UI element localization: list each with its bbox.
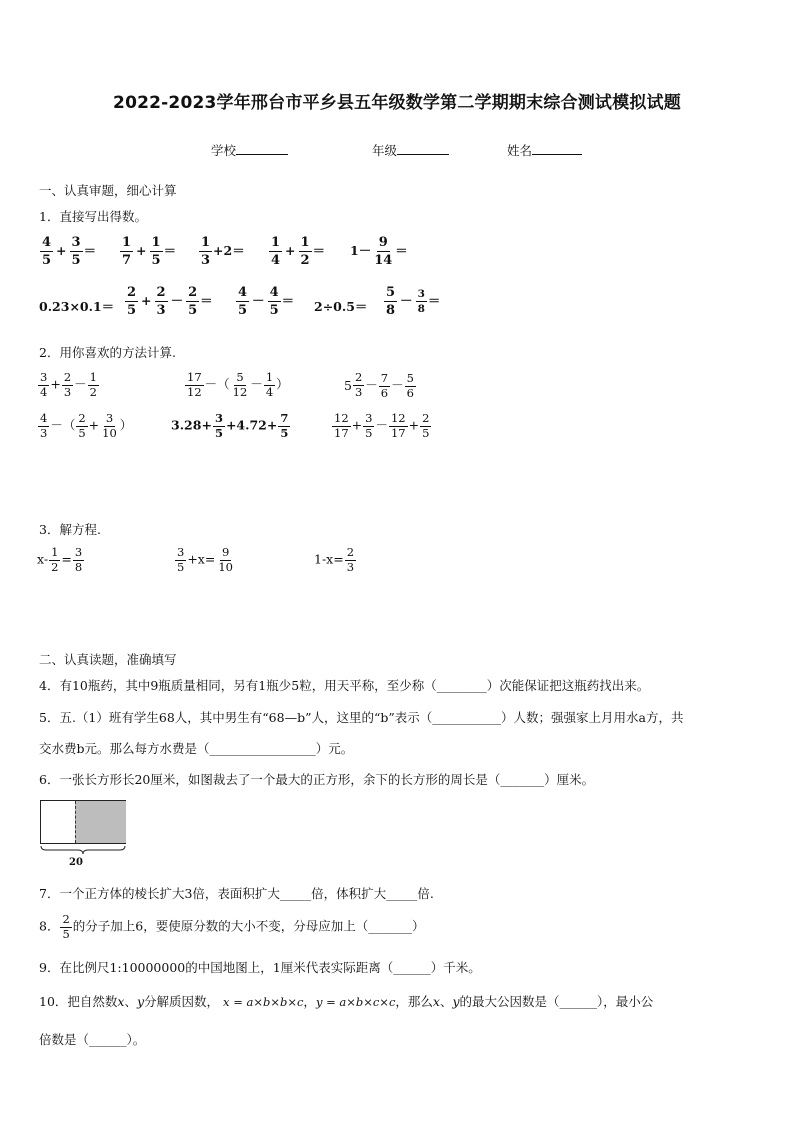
school-field[interactable] — [211, 141, 288, 159]
q2-expr-5: 3.28+ $\frac{3}{5}$ +4.72+ $\frac{7}{5}$ — [171, 411, 289, 440]
q2-expr-4: $\frac{4}{3}$ －（ $\frac{2}{5}$ + $\frac{3}{10}$ ） — [40, 411, 133, 440]
grade-field[interactable] — [372, 141, 449, 159]
question-9: 9．在比例尺1:10000000的中国地图上，1厘米代表实际距离（______）千米。 — [39, 960, 481, 975]
figure-length-label: 20 — [69, 857, 83, 868]
section1-heading: 一、认真审题，细心计算 — [39, 183, 177, 198]
q1-label: 1．直接写出得数。 — [39, 209, 147, 224]
question-10-line2: 倍数是（______）。 — [39, 1032, 146, 1047]
q1-item-j: $\frac{5}{8}$ － $\frac{3}{8}$ ＝ — [386, 285, 441, 318]
question-7: 7．一个正方体的棱长扩大3倍，表面积扩大_____倍，体积扩大_____倍. — [39, 886, 434, 901]
section2-heading: 二、认真读题，准确填写 — [39, 652, 177, 667]
school-blank[interactable] — [236, 141, 288, 155]
question-5-line1: 5．五.（1）班有学生68人，其中男生有“68—b”人，这里的“b”表示（___________）人数；强强家上月用水a方，共 — [39, 710, 684, 725]
question-5-line2: 交水费b元。那么每方水费是（_________________）元。 — [39, 741, 354, 756]
grade-blank[interactable] — [397, 141, 449, 155]
q1-item-d: $\frac{1}{4}$ + $\frac{1}{2}$ ＝ — [271, 235, 326, 268]
cut-square-shaded — [75, 801, 126, 843]
question-4: 4．有10瓶药，其中9瓶质量相同，另有1瓶少5粒，用天平称，至少称（________）次能保证把这瓶药找出来。 — [39, 678, 650, 693]
rectangle-figure — [40, 800, 126, 844]
q1-item-c: $\frac{1}{3}$ +2＝ — [201, 235, 245, 268]
q2-expr-1: $\frac{3}{4}$ + $\frac{2}{3}$ － $\frac{1}{2}$ — [40, 370, 97, 399]
q1-item-e: 1－ $\frac{9}{14}$ ＝ — [350, 235, 408, 268]
q2-expr-6: $\frac{12}{17}$ + $\frac{3}{5}$ － $\frac{12}{17}$ + $\frac{2}{5}$ — [334, 411, 430, 440]
q3-equation-2: $\frac{3}{5}$ +x= $\frac{9}{10}$ — [177, 545, 233, 574]
question-8: 8． $\frac{2}{5}$ 的分子加上6，要使原分数的大小不变，分母应加上（_______） — [39, 912, 425, 941]
length-brace — [40, 846, 126, 854]
name-field[interactable] — [507, 141, 582, 159]
q2-expr-2: $\frac{17}{12}$ －（ $\frac{5}{12}$ － $\frac{1}{4}$ ） — [187, 370, 289, 399]
q1-item-f: 0.23×0.1＝ — [39, 299, 115, 314]
q1-item-a: $\frac{4}{5}$ + $\frac{3}{5}$ ＝ — [42, 235, 97, 268]
q3-equation-3: 1-x= $\frac{2}{3}$ — [314, 545, 355, 574]
q1-item-g: $\frac{2}{5}$ + $\frac{2}{3}$ － $\frac{2}{5}$ ＝ — [127, 285, 213, 318]
name-label: 姓名 — [507, 143, 533, 158]
q1-item-h: $\frac{4}{5}$ － $\frac{4}{5}$ ＝ — [238, 285, 295, 318]
q3-label: 3．解方程. — [39, 522, 101, 537]
name-blank[interactable] — [532, 141, 582, 155]
school-label: 学校 — [211, 143, 237, 158]
question-6: 6．一张长方形长20厘米，如图裁去了一个最大的正方形，余下的长方形的周长是（_______）厘米。 — [39, 772, 595, 787]
q1-item-i: 2÷0.5＝ — [314, 299, 368, 314]
q3-equation-1: x- $\frac{1}{2}$ = $\frac{3}{8}$ — [37, 545, 83, 574]
question-10-line1: 10．把自然数x、y分解质因数， x = a×b×b×c，y = a×b×c×c，那么x、y的最大公因数是（______），最小公 — [39, 994, 654, 1009]
q2-label: 2．用你喜欢的方法计算. — [39, 345, 176, 360]
grade-label: 年级 — [372, 143, 398, 158]
q2-expr-3: 5 $\frac{2}{3}$ － $\frac{7}{6}$ － $\frac{5}{6}$ — [344, 370, 414, 400]
page-title: 2022-2023学年邢台市平乡县五年级数学第二学期期末综合测试模拟试题 — [113, 93, 681, 113]
q1-item-b: $\frac{1}{7}$ + $\frac{1}{5}$ ＝ — [122, 235, 177, 268]
